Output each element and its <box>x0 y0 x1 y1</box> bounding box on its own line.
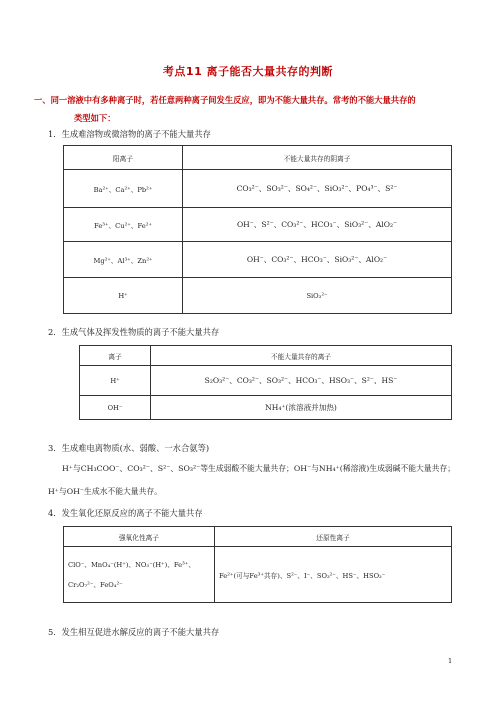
section-3-heading: 3．生成难电离物质(水、弱酸、一水合氨等) <box>48 443 210 453</box>
table-cell: OH⁻、CO₃²⁻、HCO₃⁻、SiO₃²⁻、AlO₂⁻ <box>183 242 452 278</box>
table-row <box>80 366 452 396</box>
page-title: 考点11 离子能否大量共存的判断 <box>162 65 334 78</box>
table-header-anion: 不能大量共存的阴离子 <box>183 146 452 170</box>
table-cell: OH⁻、S²⁻、CO₃²⁻、HCO₃⁻、SiO₃²⁻、AlO₂⁻ <box>183 208 452 242</box>
table-header-incompatible: 不能大量共存的离子 <box>151 346 452 366</box>
table-row <box>64 208 452 242</box>
section-4-heading: 4．发生氧化还原反应的离子不能大量共存 <box>48 508 203 518</box>
table-cell: Mg²⁺、Al³⁺、Zn²⁺ <box>64 242 183 278</box>
table-header-cation: 阳离子 <box>64 146 183 170</box>
table-cell: Fe³⁺、Cu²⁺、Fe²⁺ <box>64 208 183 242</box>
table-redox <box>63 526 452 603</box>
section-3-line-2: H⁺与OH⁻生成水不能大量共存。 <box>48 487 162 496</box>
table-gas <box>79 345 452 420</box>
oxidizer-line-1: ClO⁻、MnO₄⁻(H⁺)、NO₃⁻(H⁺)、Fe³⁺、 <box>68 560 196 569</box>
table-header-reducer: 还原性离子 <box>215 527 452 547</box>
section-1-heading: 1．生成难溶物或微溶物的离子不能大量共存 <box>48 129 211 139</box>
intro-paragraph <box>34 91 464 127</box>
table-cell: OH⁻ <box>80 396 151 420</box>
section-2-heading: 2．生成气体及挥发性物质的离子不能大量共存 <box>48 327 220 337</box>
table-cell: H⁺ <box>64 278 183 314</box>
table-cell: SiO₃²⁻ <box>183 278 452 314</box>
intro-line-2: 类型如下： <box>74 113 116 123</box>
table-row <box>64 278 452 314</box>
table-row <box>64 170 452 208</box>
table-cell: NH₄⁺(浓溶液并加热) <box>151 396 452 420</box>
table-header-oxidizer: 强氧化性离子 <box>64 527 215 547</box>
table-cell: H⁺ <box>80 366 151 396</box>
table-insoluble <box>63 145 452 314</box>
section-3-line-1: H⁺与CH₃COO⁻、CO₃²⁻、S²⁻、SO₃²⁻等生成弱酸不能大量共存；OH⁻与NH₄⁺(稀溶液)生成弱碱不能大量共存； <box>62 464 456 473</box>
page-number: 1 <box>448 657 453 665</box>
table-cell: Ba²⁺、Ca²⁺、Pb²⁺ <box>64 170 183 208</box>
table-row <box>64 242 452 278</box>
table-header-ion: 离子 <box>80 346 151 366</box>
intro-line-1: 一、同一溶液中有多种离子时，若任意两种离子间发生反应，即为不能大量共存。常考的不能大量共存的 <box>34 95 416 105</box>
table-cell: Fe²⁺(可与Fe³⁺共存)、S²⁻、I⁻、SO₃²⁻、HS⁻、HSO₃⁻ <box>215 547 452 603</box>
section-5-heading: 5．发生相互促进水解反应的离子不能大量共存 <box>48 627 220 637</box>
table-row <box>64 547 452 603</box>
oxidizer-line-2: Cr₂O₇²⁻、FeO₄²⁻ <box>68 580 123 589</box>
table-cell: CO₃²⁻、SO₃²⁻、SO₄²⁻、SiO₃²⁻、PO₄³⁻、S²⁻ <box>183 170 452 208</box>
table-row <box>80 396 452 420</box>
table-cell: S₂O₃²⁻、CO₃²⁻、SO₃²⁻、HCO₃⁻、HSO₃⁻、S²⁻、HS⁻ <box>151 366 452 396</box>
table-cell <box>64 547 215 603</box>
